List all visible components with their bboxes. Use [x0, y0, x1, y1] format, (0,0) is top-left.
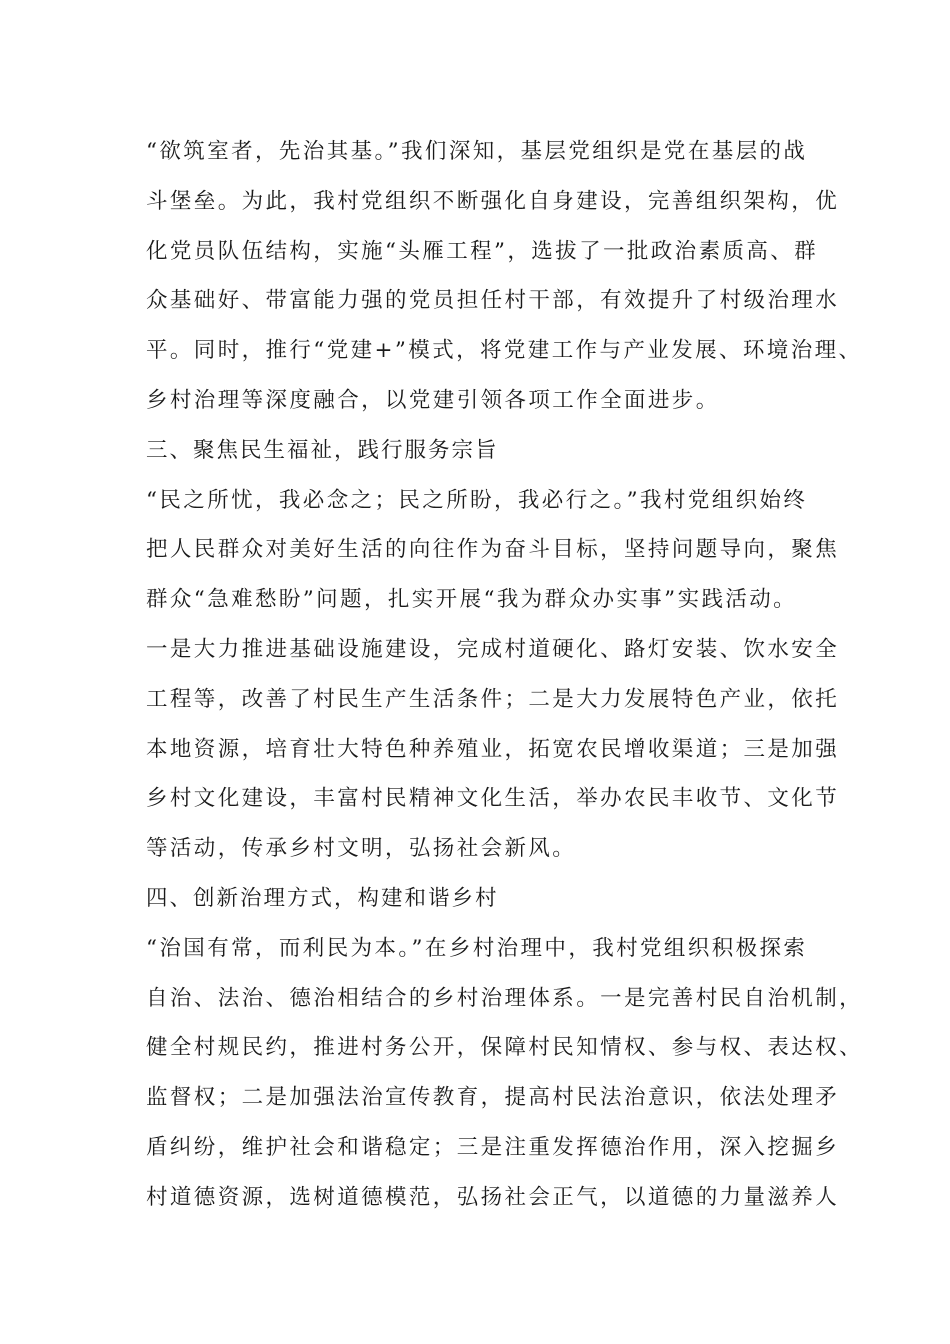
paragraph-line: 一是大力推进基础设施建设，完成村道硬化、路灯安装、饮水安全	[146, 636, 840, 662]
paragraph-line: “民之所忧，我必念之；民之所盼，我必行之。”我村党组织始终	[146, 487, 808, 513]
paragraph-line: 村道德资源，选树道德模范，弘扬社会正气，以道德的力量滋养人	[146, 1184, 840, 1210]
section-heading: 三、聚焦民生福祉，践行服务宗旨	[146, 437, 499, 463]
paragraph-line: 本地资源，培育壮大特色种养殖业，拓宽农民增收渠道；三是加强	[146, 736, 840, 762]
paragraph-line: 群众“急难愁盼”问题，扎实开展“我为群众办实事”实践活动。	[146, 587, 798, 613]
paragraph-line: 盾纠纷，维护社会和谐稳定；三是注重发挥德治作用，深入挖掘乡	[146, 1134, 840, 1160]
paragraph-line: 把人民群众对美好生活的向往作为奋斗目标，坚持问题导向，聚焦	[146, 537, 840, 563]
paragraph-line: 等活动，传承乡村文明，弘扬社会新风。	[146, 836, 577, 862]
paragraph-line: 健全村规民约，推进村务公开，保障村民知情权、参与权、表达权、	[146, 1035, 864, 1061]
paragraph-line: 自治、法治、德治相结合的乡村治理体系。一是完善村民自治机制，	[146, 985, 864, 1011]
paragraph-line: “治国有常，而利民为本。”在乡村治理中，我村党组织积极探索	[146, 935, 808, 961]
paragraph-line: 乡村治理等深度融合，以党建引领各项工作全面进步。	[146, 387, 720, 413]
paragraph-line: 众基础好、带富能力强的党员担任村干部，有效提升了村级治理水	[146, 288, 840, 314]
paragraph-line: 斗堡垒。为此，我村党组织不断强化自身建设，完善组织架构，优	[146, 188, 840, 214]
paragraph-line: 平。同时，推行“党建+”模式，将党建工作与产业发展、环境治理、	[146, 338, 863, 364]
document-body	[146, 130, 864, 1226]
paragraph-line: “欲筑室者，先治其基。”我们深知，基层党组织是党在基层的战	[146, 139, 808, 164]
paragraph-line: 化党员队伍结构，实施“头雁工程”，选拔了一批政治素质高、群	[146, 238, 819, 264]
paragraph-line: 乡村文化建设，丰富村民精神文化生活，举办农民丰收节、文化节	[146, 786, 840, 812]
paragraph-line: 工程等，改善了村民生产生活条件；二是大力发展特色产业，依托	[146, 686, 840, 712]
section-heading: 四、创新治理方式，构建和谐乡村	[146, 885, 499, 911]
paragraph-line: 监督权；二是加强法治宣传教育，提高村民法治意识，依法处理矛	[146, 1085, 840, 1111]
